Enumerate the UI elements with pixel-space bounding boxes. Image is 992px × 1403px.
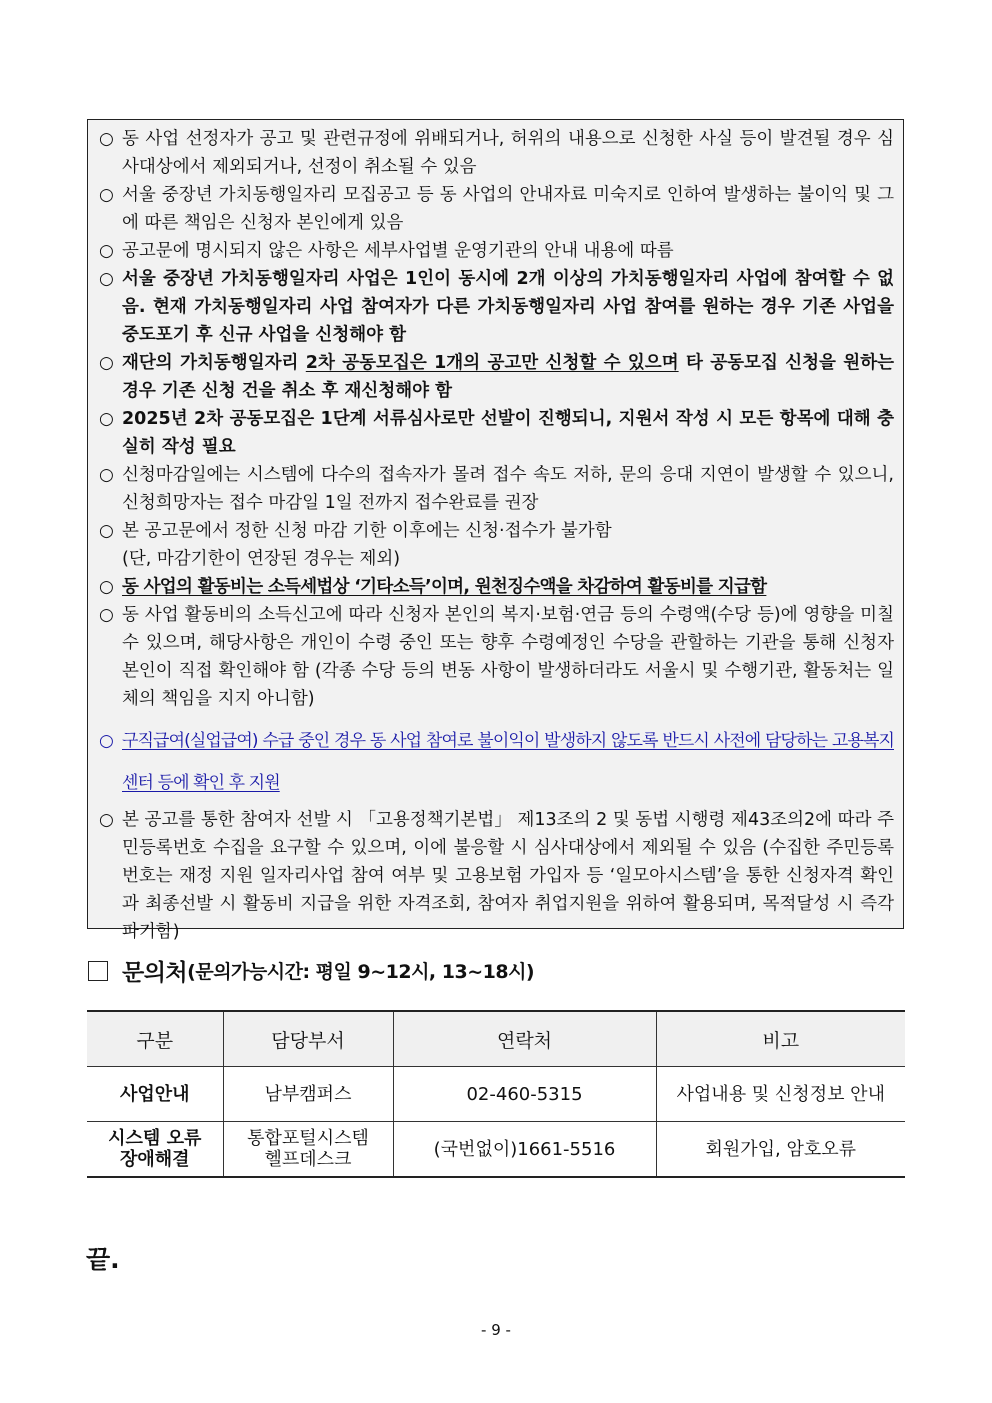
notice-text: 공고문에 명시되지 않은 사항은 세부사업별 운영기관의 안내 내용에 따름 [122, 241, 674, 261]
bullet-circle: ○ [99, 605, 114, 625]
notice-text-line2: (단, 마감기한이 연장된 경우는 제외) [122, 549, 401, 569]
end-mark: 끝. [86, 1245, 120, 1274]
row-note: 사업내용 및 신청정보 안내 [656, 1067, 905, 1122]
notice-text-line1: 본 공고문에서 정한 신청 마감 기한 이후에는 신청·접수가 불가함 [122, 521, 612, 541]
notice-text: 본 공고를 통한 참여자 선발 시 「고용정책기본법」 제13조의 2 및 동법 시행령 제43조의2에 따라 주민등록번호 수집을 요구할 수 있으며, 이에 불응할 시 심사대상에서 제외될 수 있음 (수집한 주민등록번호는 재정 지원 일자리사업 참여 여부 및 고용보험 가입자 등 ‘일모아시스템’을 통한 신청자격 확인과 최종선발 시 활동비 지급을 위한 자격조회, 참여자 취업지원을 위하여 활용되며, 목적달성 시 즉각 파기함) [122, 810, 894, 942]
table-header-row [87, 1011, 905, 1067]
page-number: - 9 - [481, 1321, 511, 1339]
row-dept-line1: 통합포털시스템 [247, 1128, 369, 1149]
contact-subtitle: (문의가능시간: 평일 9~12시, 13~18시) [187, 961, 535, 983]
column-header: 연락처 [393, 1011, 656, 1067]
notice-item-highlight [99, 720, 894, 804]
row-category [87, 1122, 223, 1178]
notice-item-bold [99, 573, 894, 601]
contact-title: 문의처 [122, 960, 188, 986]
table-row [87, 1122, 905, 1178]
row-dept-line2: 헬프데스크 [264, 1149, 352, 1170]
contact-table [87, 1010, 905, 1178]
bullet-circle: ○ [99, 521, 114, 541]
bullet-circle: ○ [99, 241, 114, 261]
column-header: 구분 [87, 1011, 223, 1067]
notice-text: 동 사업의 활동비는 소득세법상 ‘기타소득’이며, 원천징수액을 차감하여 활동비를 지급함 [122, 577, 767, 597]
notice-text: 서울 중장년 가치동행일자리 모집공고 등 동 사업의 안내자료 미숙지로 인하여 발생하는 불이익 및 그에 따른 책임은 신청자 본인에게 있음 [122, 185, 894, 233]
row-category: 사업안내 [87, 1067, 223, 1122]
notice-text-pre: 재단의 가치동행일자리 [122, 353, 306, 373]
row-dept [223, 1122, 393, 1178]
bullet-circle: ○ [99, 577, 114, 597]
notice-text: 신청마감일에는 시스템에 다수의 접속자가 몰려 접수 속도 저하, 문의 응대 지연이 발생할 수 있으니, 신청희망자는 접수 마감일 1일 전까지 접수완료를 권장 [122, 465, 894, 513]
notice-text: 2025년 2차 공동모집은 1단계 서류심사로만 선발이 진행되니, 지원서 작성 시 모든 항목에 대해 충실히 작성 필요 [122, 409, 894, 457]
notice-text [122, 517, 894, 573]
bullet-circle: ○ [99, 185, 114, 205]
row-note: 회원가입, 암호오류 [656, 1122, 905, 1178]
row-category-line2: 장애해결 [119, 1149, 190, 1170]
bullet-circle: ○ [99, 810, 114, 830]
notice-text: 동 사업 활동비의 소득신고에 따라 신청자 본인의 복지·보험·연금 등의 수령액(수당 등)에 영향을 미칠 수 있으며, 해당사항은 개인이 수령 중인 또는 향후 수령예정인 수당을 관할하는 기관을 통해 신청자 본인이 직접 확인해야 함 (각종 수당 등의 변동 사항이 발생하더라도 서울시 및 수행기관, 활동처는 일체의 책임을 지지 아니함) [122, 605, 894, 709]
notice-item [99, 181, 894, 237]
notice-item [99, 237, 894, 265]
bullet-circle: ○ [99, 269, 114, 289]
notice-text [122, 349, 894, 405]
notice-item [99, 125, 894, 181]
notice-text-underlined: 2차 공동모집은 1개의 공고만 신청할 수 있으며 [305, 353, 679, 373]
notice-item-bold [99, 349, 894, 405]
bullet-circle: ○ [99, 465, 114, 485]
notice-item-bold [99, 405, 894, 461]
column-header: 비고 [656, 1011, 905, 1067]
square-bullet-icon [88, 961, 108, 981]
notice-item [99, 806, 894, 946]
row-phone: (국번없이)1661-5516 [393, 1122, 656, 1178]
row-category-line1: 시스템 오류 [108, 1128, 202, 1149]
table-row [87, 1067, 905, 1122]
contact-heading [88, 954, 534, 987]
notice-item [99, 601, 894, 713]
notice-item [99, 461, 894, 517]
notice-text: 동 사업 선정자가 공고 및 관련규정에 위배되거나, 허위의 내용으로 신청한 사실 등이 발견될 경우 심사대상에서 제외되거나, 선정이 취소될 수 있음 [122, 129, 894, 177]
notice-text-post: 타 공동모집 신청을 원하는 경우 기존 신청 건을 취소 후 재신청해야 함 [122, 353, 895, 401]
column-header: 담당부서 [223, 1011, 393, 1067]
notice-text: 서울 중장년 가치동행일자리 사업은 1인이 동시에 2개 이상의 가치동행일자리 사업에 참여할 수 없음. 현재 가치동행일자리 사업 참여자가 다른 가치동행일자리 사업 참여를 원하는 경우 기존 사업을 중도포기 후 신규 사업을 신청해야 함 [122, 269, 894, 345]
bullet-circle: ○ [99, 353, 114, 373]
bullet-circle: ○ [99, 129, 114, 149]
bullet-circle: ○ [99, 409, 114, 429]
row-phone: 02-460-5315 [393, 1067, 656, 1122]
notice-item [99, 517, 894, 573]
notice-box [87, 119, 904, 942]
row-dept: 남부캠퍼스 [223, 1067, 393, 1122]
notice-item-bold [99, 265, 894, 349]
bullet-circle: ○ [99, 731, 114, 751]
notice-text: 구직급여(실업급여) 수급 중인 경우 동 사업 참여로 불이익이 발생하지 않도록 반드시 사전에 담당하는 고용복지센터 등에 확인 후 지원 [122, 731, 894, 793]
